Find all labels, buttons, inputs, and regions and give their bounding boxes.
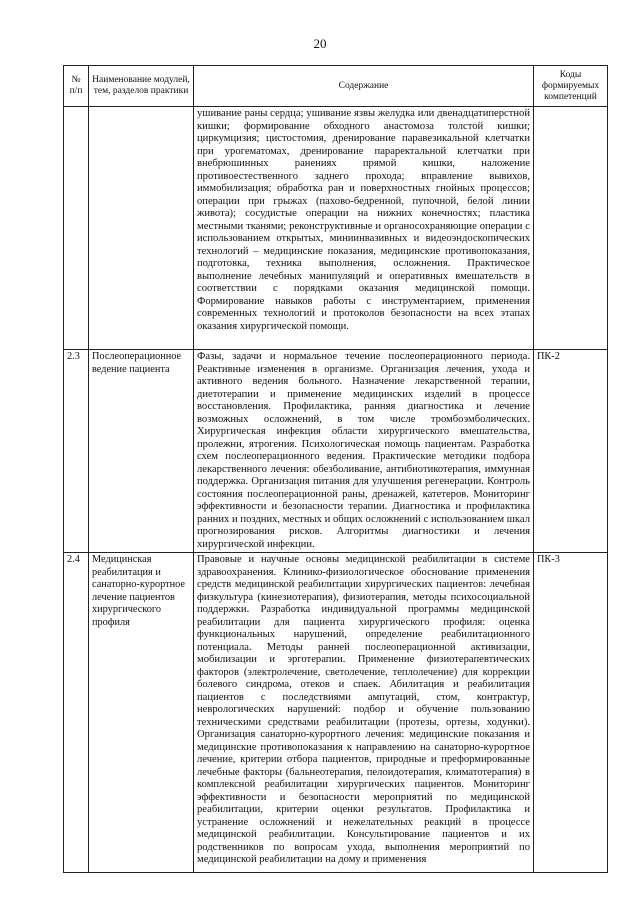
- table-header-row: [64, 66, 608, 107]
- row-num: 2.4: [64, 553, 89, 873]
- row-num: [64, 107, 89, 350]
- row-content: ушивание раны сердца; ушивание язвы желудка или двенадцатиперстной кишки; формирование обходного анастомоза толстой кишки; циркумцизия; цистостомия, дренирование паравезикальной клетчатки при урогематомах, дренирование параректальной клетчатки при внебрюшинных ранениях прямой кишки, наложение противоестественного заднего прохода; вправление вывихов, иммобилизация; обработка ран и поверхностных гнойных процессов; операции при грыжах (пахово-бедренной, пупочной, белой линии живота); сосудистые операции на нижних конечностях; пластика местными тканями; реконструктивные и органосохраняющие операции с использованием открытых, миниинвазивных и видеоэндоскопических технологий – медицинские показания, медицинские противопоказания, подготовка, техника выполнения, осложнения. Практическое выполнение лечебных манипуляций и оперативных вмешательств в соответствии с порядками оказания медицинской помощи. Формирование навыков работы с инструментарием, применения современных технологий и протоколов безопасности на всех этапах оказания хирургической помощи.: [194, 107, 534, 350]
- row-code: ПК-2: [534, 350, 608, 553]
- table-row: [64, 553, 608, 873]
- header-content: Содержание: [194, 66, 534, 107]
- header-num: № п/п: [64, 66, 89, 107]
- page-number: 20: [313, 36, 327, 51]
- curriculum-table: [63, 65, 608, 873]
- row-code: ПК-3: [534, 553, 608, 873]
- row-code: [534, 107, 608, 350]
- table-row: [64, 107, 608, 350]
- header-name: Наименование модулей, тем, разделов практики: [89, 66, 194, 107]
- table-row: [64, 350, 608, 553]
- row-name: Послеоперационное ведение пациента: [89, 350, 194, 553]
- row-content: Фазы, задачи и нормальное течение послеоперационного периода. Реактивные изменения в организме. Организация лечения, ухода и активного ведения больного. Назначение лекарственной терапии, диетотерапии и применение медицинских изделий в процессе восстановления. Профилактика, ранняя диагностика и лечение возможных осложнений, в том числе тромбоэмболических. Хирургическая инфекция области хирургического вмешательства, пролежни, ятрогения. Психологическая помощь пациентам. Разработка схем послеоперационного ведения. Практические методики подбора лекарственного лечения: обезболивание, антибиотикотерапия, иммунная поддержка. Организация питания для улучшения регенерации. Контроль состояния послеоперационной раны, дренажей, катетеров. Мониторинг эффективности и безопасности терапии. Диагностика и профилактика ранних и поздних, местных и общих осложнений с использованием шкал прогнозирования рисков. Алгоритмы диагностики и лечения хирургической инфекции.: [194, 350, 534, 553]
- row-num: 2.3: [64, 350, 89, 553]
- header-codes: Коды формируемых компетенций: [534, 66, 608, 107]
- row-name: [89, 107, 194, 350]
- row-name: Медицинская реабилитация и санаторно-курортное лечение пациентов хирургического профиля: [89, 553, 194, 873]
- row-content: Правовые и научные основы медицинской реабилитации в системе здравоохранения. Клинико-физиологическое обоснование применения средств медицинской реабилитации хирургических пациентов: лечебная физкультура (кинезиотерапия), физиотерапия, методы психосоциальной поддержки. Разработка индивидуальной программы медицинской реабилитации для пациента хирургического профиля: оценка функциональных нарушений, определение реабилитационного потенциала. Методы ранней послеоперационной активизации, мобилизации и эрготерапии. Применение физиотерапевтических факторов (электролечение, светолечение, теплолечение) для коррекции болевого синдрома, отеков и спаек. Абилитация и реабилитация пациентов с последствиями ампутаций, стом, контрактур, неврологических нарушений: подбор и обучение пользованию техническими средствами реабилитации (протезы, ортезы, ходунки). Организация санаторно-курортного лечения: медицинские показания и медицинские противопоказания к направлению на санаторно-курортное лечение, критерии отбора пациентов, природные и преформированные лечебные факторы (бальнеотерапия, пелоидотерапия, климатотерапия) в комплексной реабилитации хирургических пациентов. Мониторинг эффективности и безопасности мероприятий по медицинской реабилитации, критерии оценки результатов. Профилактика и устранение осложнений и нежелательных реакций в процессе медицинской реабилитации. Консультирование пациентов и их родственников по вопросам ухода, выполнения мероприятий по медицинской реабилитации на дому и применения: [194, 553, 534, 873]
